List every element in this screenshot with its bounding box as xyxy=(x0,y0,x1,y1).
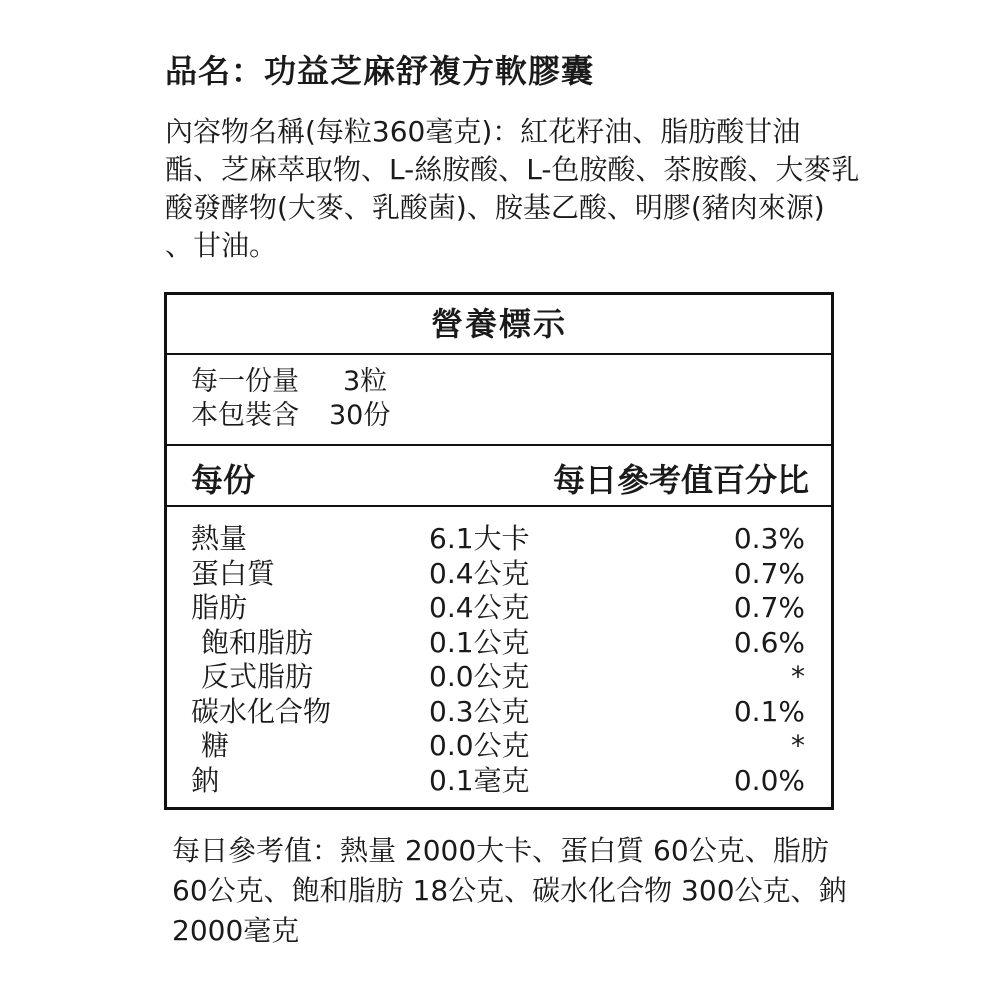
ingredients-line: 、甘油。 xyxy=(165,229,278,262)
nutrient-name: 脂肪 xyxy=(191,591,248,624)
servings-per-pack-value: 30份 xyxy=(329,400,391,431)
nutrient-name: 糖 xyxy=(201,729,230,762)
nutrient-daily-value: 0.6% xyxy=(733,625,805,659)
nutrient-amount: 0.0公克 xyxy=(429,729,530,762)
nutrient-amount: 0.4公克 xyxy=(429,556,530,590)
nutrient-amount: 0.0公克 xyxy=(429,660,530,693)
nutrient-daily-value: 0.7% xyxy=(733,591,805,624)
nutrient-name: 飽和脂肪 xyxy=(201,625,314,659)
serving-size-row xyxy=(191,365,390,399)
nutrient-daily-value: 0.7% xyxy=(733,556,805,590)
serving-size-value: 3粒 xyxy=(343,366,388,397)
ingredients-line: 酯、芝麻萃取物、L-絲胺酸、L-色胺酸、茶胺酸、大麥乳 xyxy=(165,153,860,186)
nutrient-amount: 0.4公克 xyxy=(429,591,530,624)
nutrient-amount: 6.1大卡 xyxy=(429,522,530,555)
nutrient-amount: 0.1公克 xyxy=(429,625,530,659)
divider xyxy=(167,505,831,507)
ingredients-text xyxy=(165,113,860,265)
nutrient-daily-value: * xyxy=(791,729,805,762)
nutrient-name: 熱量 xyxy=(191,522,248,555)
nutrient-rows xyxy=(191,522,805,798)
serving-size-label: 每一份量 xyxy=(191,366,299,397)
divider xyxy=(167,444,831,446)
nutrient-row-saturated-fat xyxy=(191,626,805,661)
nutrient-row-carbohydrate xyxy=(191,695,805,730)
servings-per-pack-row xyxy=(191,399,390,433)
daily-reference-footnote xyxy=(172,831,852,951)
nutrient-amount: 0.3公克 xyxy=(429,694,530,728)
nutrient-amount: 0.1毫克 xyxy=(429,763,530,797)
nutrient-row-protein xyxy=(191,557,805,592)
nutrient-row-sugar xyxy=(191,729,805,764)
serving-info xyxy=(191,365,390,433)
per-serving-header: 每份 xyxy=(191,461,256,499)
product-name: 品名：功益芝麻舒複方軟膠囊 xyxy=(165,52,595,90)
footnote-line: 60公克、飽和脂肪 18公克、碳水化合物 300公克、鈉 xyxy=(172,874,847,907)
nutrient-name: 碳水化合物 xyxy=(191,694,332,728)
nutrient-daily-value: 0.1% xyxy=(733,694,805,728)
ingredients-line: 內容物名稱(每粒360毫克)：紅花籽油、脂肪酸甘油 xyxy=(165,115,801,148)
nutrient-name: 鈉 xyxy=(191,763,220,797)
nutrient-row-sodium xyxy=(191,764,805,799)
nutrient-daily-value: * xyxy=(791,660,805,693)
footnote-line: 每日參考值：熱量 2000大卡、蛋白質 60公克、脂肪 xyxy=(172,834,829,867)
daily-value-header: 每日參考值百分比 xyxy=(552,461,809,499)
footnote-line: 2000毫克 xyxy=(172,914,300,947)
nutrient-row-calories xyxy=(191,522,805,557)
nutrition-panel-title: 營養標示 xyxy=(430,305,567,343)
ingredients-line: 酸發酵物(大麥、乳酸菌)、胺基乙酸、明膠(豬肉來源) xyxy=(165,191,825,224)
nutrient-daily-value: 0.3% xyxy=(733,522,805,555)
nutrient-daily-value: 0.0% xyxy=(733,763,805,797)
divider xyxy=(167,353,831,355)
nutrition-facts-panel xyxy=(164,292,834,810)
nutrient-row-trans-fat xyxy=(191,660,805,695)
nutrient-name: 反式脂肪 xyxy=(201,660,314,693)
nutrient-name: 蛋白質 xyxy=(191,556,276,590)
nutrient-row-fat xyxy=(191,591,805,626)
servings-per-pack-label: 本包裝含 xyxy=(191,400,299,431)
